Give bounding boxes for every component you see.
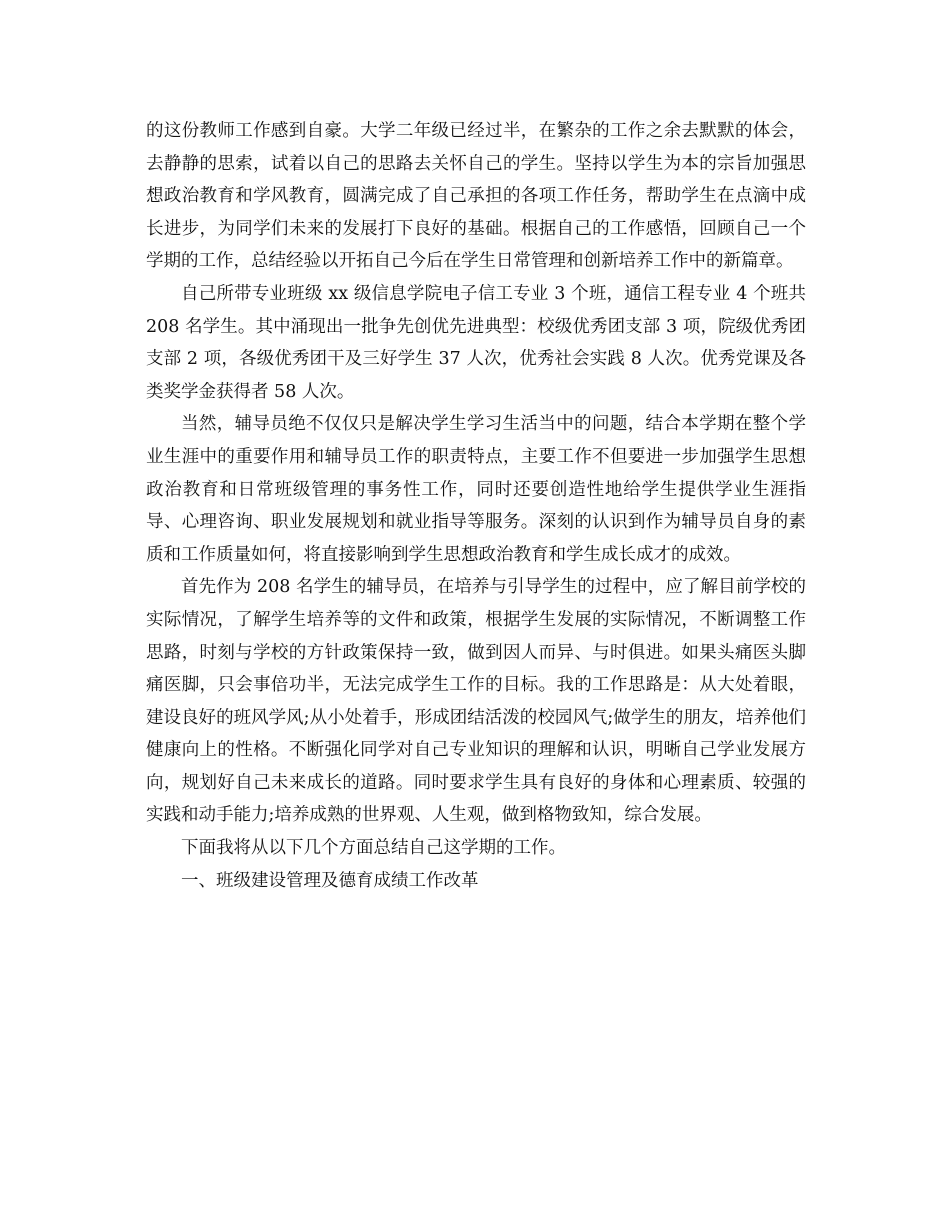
paragraph-continuation: 的这份教师工作感到自豪。大学二年级已经过半，在繁杂的工作之余去默默的体会，去静静的思索，试着以自己的思路去关怀自己的学生。坚持以学生为本的宗旨加强思想政治教育和学风教育，圆满完成了自己承担的各项工作任务，帮助学生在点滴中成长进步，为同学们未来的发展打下良好的基础。根据自己的工作感悟，回顾自己一个学期的工作，总结经验以开拓自己今后在学生日常管理和创新培养工作中的新篇章。 — [146, 121, 806, 272]
paragraph-counselor-role: 当然，辅导员绝不仅仅只是解决学生学习生活当中的问题，结合本学期在整个学业生涯中的重要作用和辅导员工作的职责特点，主要工作不但要进一步加强学生思想政治教育和日常班级管理的事务性工作，同时还要创造性地给学生提供学业生涯指导、心理咨询、职业发展规划和就业指导等服务。深刻的认识到作为辅导员自身的素质和工作质量如何，将直接影响到学生思想政治教育和学生成长成才的成效。 — [146, 414, 806, 565]
paragraph-work-approach: 首先作为 208 名学生的辅导员，在培养与引导学生的过程中，应了解目前学校的实际情况，了解学生培养等的文件和政策，根据学生发展的实际情况，不断调整工作思路，时刻与学校的方针政策保持一致，做到因人而异、与时俱进。如果头痛医头脚痛医脚，只会事倍功半，无法完成学生工作的目标。我的工作思路是：从大处着眼，建设良好的班风学风;从小处着手，形成团结活泼的校园风气;做学生的朋友，培养他们健康向上的性格。不断强化同学对自己专业知识的理解和认识，明晰自己学业发展方向，规划好自己未来成长的道路。同时要求学生具有良好的身体和心理素质、较强的实践和动手能力;培养成熟的世界观、人生观，做到格物致知，综合发展。 — [146, 577, 806, 826]
section-heading-class-management: 一、班级建设管理及德育成绩工作改革 — [181, 870, 479, 891]
document-body — [146, 115, 806, 897]
paragraph-class-statistics: 自己所带专业班级 xx 级信息学院电子信工专业 3 个班，通信工程专业 4 个班共 208 名学生。其中涌现出一批争先创优先进典型：校级优秀团支部 3 项，院级优秀团支部 2 项，各级优秀团干及三好学生 37 人次，优秀社会实践 8 人次。优秀党课及各类奖学金获得者 58 人次。 — [146, 283, 806, 402]
paragraph-summary-intro: 下面我将从以下几个方面总结自己这学期的工作。 — [181, 838, 566, 859]
